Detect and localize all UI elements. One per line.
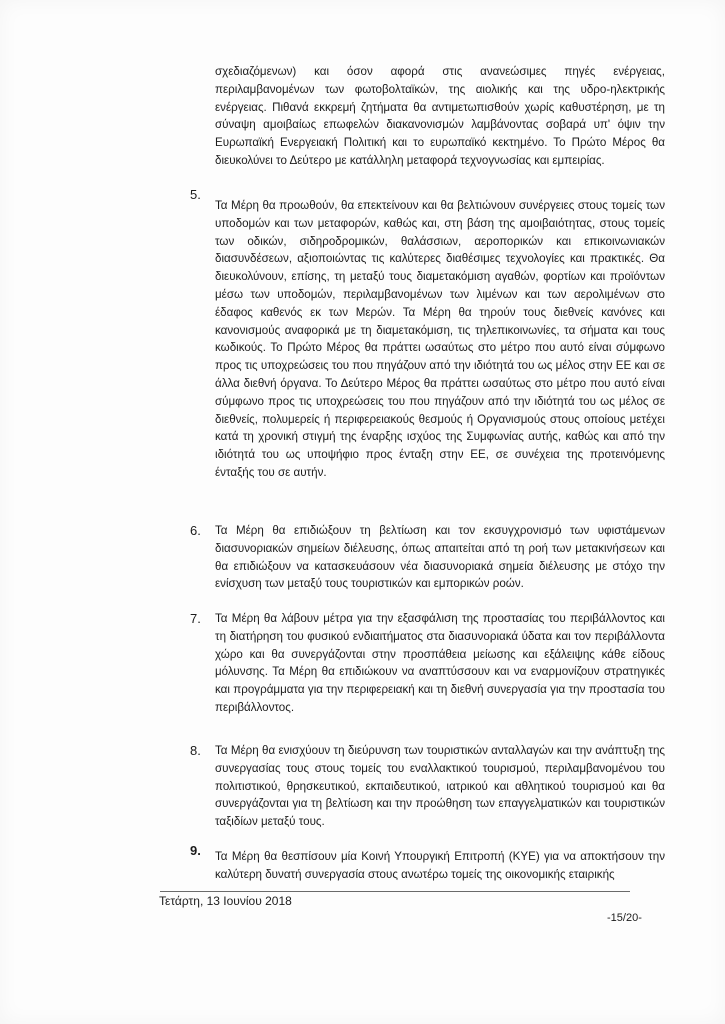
paragraph-number-6: 6. <box>190 523 201 538</box>
paragraph-5-text: Τα Μέρη θα προωθούν, θα επεκτείνουν και θα βελτιώνουν συνέργειες στους τομείς των υποδομών και των μεταφορών, καθώς και, στη βάση της αμοιβαιότητας, στους τομείς των οδικών, σιδηροδρομικών, θαλάσσιων, αεροπορικών και επικοινωνιακών διασυνδέσεων, αξιοποιώντας τις καλύτερες διαθέσιμες τεχνολογίες και πρακτικές. Θα διευκολύνουν, επίσης, τη μεταξύ τους διαμετακόμιση αγαθών, φορτίων και προϊόντων μέσω των υποδομών, περιλαμβανομένων των λιμένων και των αερολιμένων στο έδαφος καθενός εκ των Μερών. Τα Μέρη θα τηρούν τους διεθνείς κανόνες και κανονισμούς αναφορικά με τη διαμετακόμιση, τις τηλεπικοινωνίες, τα σήματα και τους κωδικούς. Το Πρώτο Μέρος θα πράττει ωσαύτως στο μέτρο που αυτό είναι σύμφωνο προς τις υποχρεώσεις του που πηγάζουν από την ιδιότητά του ως μέλος στην ΕΕ και σε άλλα διεθνή όργανα. Το Δεύτερο Μέρος θα πράττει ωσαύτως στο μέτρο που αυτό είναι σύμφωνο προς τις υποχρεώσεις του που πηγάζουν από την ιδιότητά του ως μέλος σε διεθνείς, πολυμερείς ή περιφερειακούς θεσμούς ή Οργανισμούς στους οποίους μετέχει κατά τη χρονική στιγμή της έναρξης ισχύος της Συμφωνίας αυτής, καθώς και από την ιδιότητά του ως υποψήφιο προς ένταξη στην ΕΕ, σε συνέχεια της προτεινόμενης ένταξής του σε αυτήν. <box>215 199 665 479</box>
paragraph-7-text: Τα Μέρη θα λάβουν μέτρα για την εξασφάλιση της προστασίας του περιβάλλοντος και τη διατήρηση του φυσικού ενδιαιτήματος στα διασυνοριακά ύδατα και τον περιβάλλοντα χώρο και θα συνεργάζονται στην προσπάθεια μείωσης και εξάλειψης κάθε είδους μόλυνσης. Τα Μέρη θα επιδιώκουν να αναπτύσσουν και να εναρμονίζουν στρατηγικές και προγράμματα για την περιφερειακή και τη διεθνή συνεργασία για την προστασία του περιβάλλοντος. <box>215 612 665 714</box>
footer-date: Τετάρτη, 13 Ιουνίου 2018 <box>159 894 292 908</box>
paragraph-number-8: 8. <box>190 743 201 758</box>
footer-divider <box>160 891 630 892</box>
intro-paragraph: σχεδιαζόμενων) και όσον αφορά στις ανανεώσιμες πηγές ενέργειας, περιλαμβανομένων των φωτοβολταϊκών, της αιολικής και της υδρο-ηλεκτρικής ενέργειας. Πιθανά εκκρεμή ζητήματα θα αντιμετωπισθούν χωρίς καθυστέρηση, με τη σύναψη αμοιβαίως επωφελών διακανονισμών λαμβάνοντας σοβαρά υπ' όψιν την Ευρωπαϊκή Ενεργειακή Πολιτική και το ευρωπαϊκό κεκτημένο. Το Πρώτο Μέρος θα διευκολύνει το Δεύτερο με κατάλληλη μεταφορά τεχνογνωσίας και εμπειρίας. <box>215 65 665 167</box>
paragraph-number-9: 9. <box>190 843 201 858</box>
page-number: -15/20- <box>607 912 642 924</box>
paragraph-6-text: Τα Μέρη θα επιδιώξουν τη βελτίωση και τον εκσυγχρονισμό των υφιστάμενων διασυνοριακών σημείων διέλευσης, όπως απαιτείται από τη ροή των μετακινήσεων και θα επιδιώξουν να κατασκευάσουν νέα διασυνοριακά σημεία διέλευσης με στόχο την ενίσχυση των μεταξύ τους τουριστικών και εμπορικών ροών. <box>215 524 665 591</box>
paragraph-8-text: Τα Μέρη θα ενισχύουν τη διεύρυνση των τουριστικών ανταλλαγών και την ανάπτυξη της συνεργασίας τους στους τομείς του εναλλακτικού τουρισμού, περιλαμβανομένου του πολιτιστικού, θρησκευτικού, εκπαιδευτικού, ιατρικού και αθλητικού τουρισμού και θα συνεργάζονται για τη βελτίωση και την προώθηση των επαγγελματικών και τουριστικών ταξιδίων μεταξύ τους. <box>215 744 665 829</box>
paragraph-9-text: Τα Μέρη θα θεσπίσουν μία Κοινή Υπουργική Επιτροπή (ΚΥΕ) για να αποκτήσουν την καλύτερη δυνατή συνεργασία στους ανωτέρω τομείς της οικονομικής εταιρικής <box>215 850 665 881</box>
paragraph-number-7: 7. <box>190 611 201 626</box>
paragraph-number-5: 5. <box>190 187 201 202</box>
